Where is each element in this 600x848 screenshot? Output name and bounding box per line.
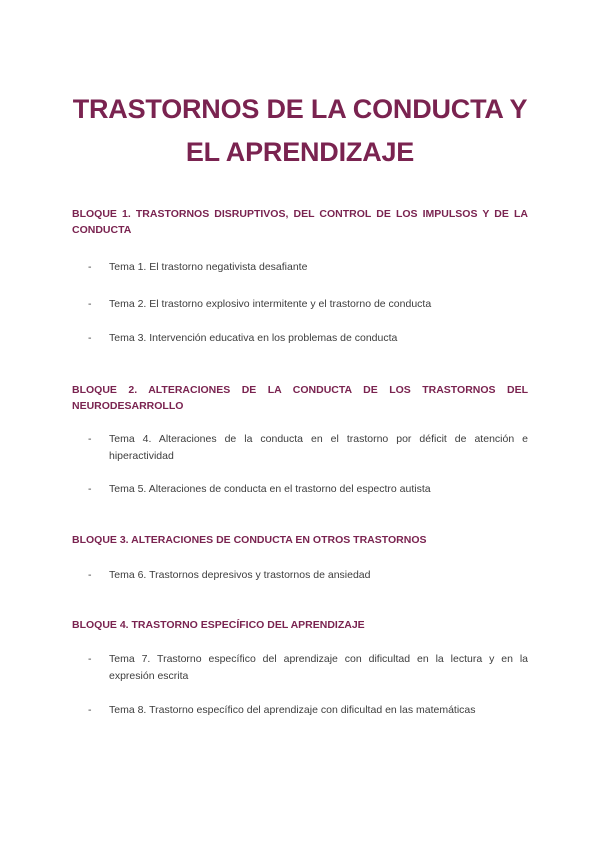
block-1-heading-line-1: BLOQUE 1. TRASTORNOS DISRUPTIVOS, DEL CONTROL DE LOS IMPULSOS Y DE LA [72, 208, 528, 220]
bullet-dash: - [88, 569, 92, 581]
bullet-dash: - [88, 261, 92, 273]
block-4-heading-line-1: BLOQUE 4. TRASTORNO ESPECÍFICO DEL APRENDIZAJE [72, 619, 365, 631]
list-item-tema-7 [88, 651, 528, 685]
list-item-text: Tema 1. El trastorno negativista desafiante [109, 261, 308, 273]
block-2-heading [72, 382, 528, 414]
block-4-heading [72, 617, 528, 633]
block-1-heading [72, 206, 528, 238]
block-3-heading-line-1: BLOQUE 3. ALTERACIONES DE CONDUCTA EN OTROS TRASTORNOS [72, 534, 427, 546]
block-1-heading-line-2: CONDUCTA [72, 224, 132, 236]
list-item-text [109, 431, 528, 465]
list-item-text-line-1: Tema 4. Alteraciones de la conducta en el trastorno por déficit de atención e [109, 433, 528, 445]
list-item-tema-5 [88, 481, 528, 498]
bullet-dash: - [88, 332, 92, 344]
block-2-heading-line-1: BLOQUE 2. ALTERACIONES DE LA CONDUCTA DE LOS TRASTORNOS DEL [72, 384, 528, 396]
list-item-text-line-2: hiperactividad [109, 450, 174, 462]
list-item-text-line-2: expresión escrita [109, 670, 189, 682]
list-item-text: Tema 5. Alteraciones de conducta en el trastorno del espectro autista [109, 483, 431, 495]
list-item-text: Tema 2. El trastorno explosivo intermitente y el trastorno de conducta [109, 298, 432, 310]
title-line-2: EL APRENDIZAJE [185, 137, 415, 167]
list-item-tema-1 [88, 259, 528, 276]
list-item-text: Tema 8. Trastorno específico del aprendizaje con dificultad en las matemáticas [109, 704, 476, 716]
bullet-dash: - [88, 653, 92, 665]
list-item-text: Tema 3. Intervención educativa en los problemas de conducta [109, 332, 398, 344]
list-item-text: Tema 6. Trastornos depresivos y trastornos de ansiedad [109, 569, 371, 581]
list-item-tema-2 [88, 296, 528, 313]
list-item-text-line-1: Tema 7. Trastorno específico del aprendizaje con dificultad en la lectura y en la [109, 653, 528, 665]
block-2-heading-line-2: NEURODESARROLLO [72, 400, 184, 412]
list-item-tema-4 [88, 431, 528, 465]
bullet-dash: - [88, 704, 92, 716]
title-line-1: TRASTORNOS DE LA CONDUCTA Y [72, 94, 528, 124]
bullet-dash: - [88, 483, 92, 495]
list-item-tema-6 [88, 567, 528, 584]
list-item-tema-3 [88, 330, 528, 347]
list-item-text [109, 651, 528, 685]
block-3-heading [72, 532, 528, 548]
bullet-dash: - [88, 298, 92, 310]
list-item-tema-8 [88, 702, 528, 719]
bullet-dash: - [88, 433, 92, 445]
document-title [60, 88, 540, 174]
